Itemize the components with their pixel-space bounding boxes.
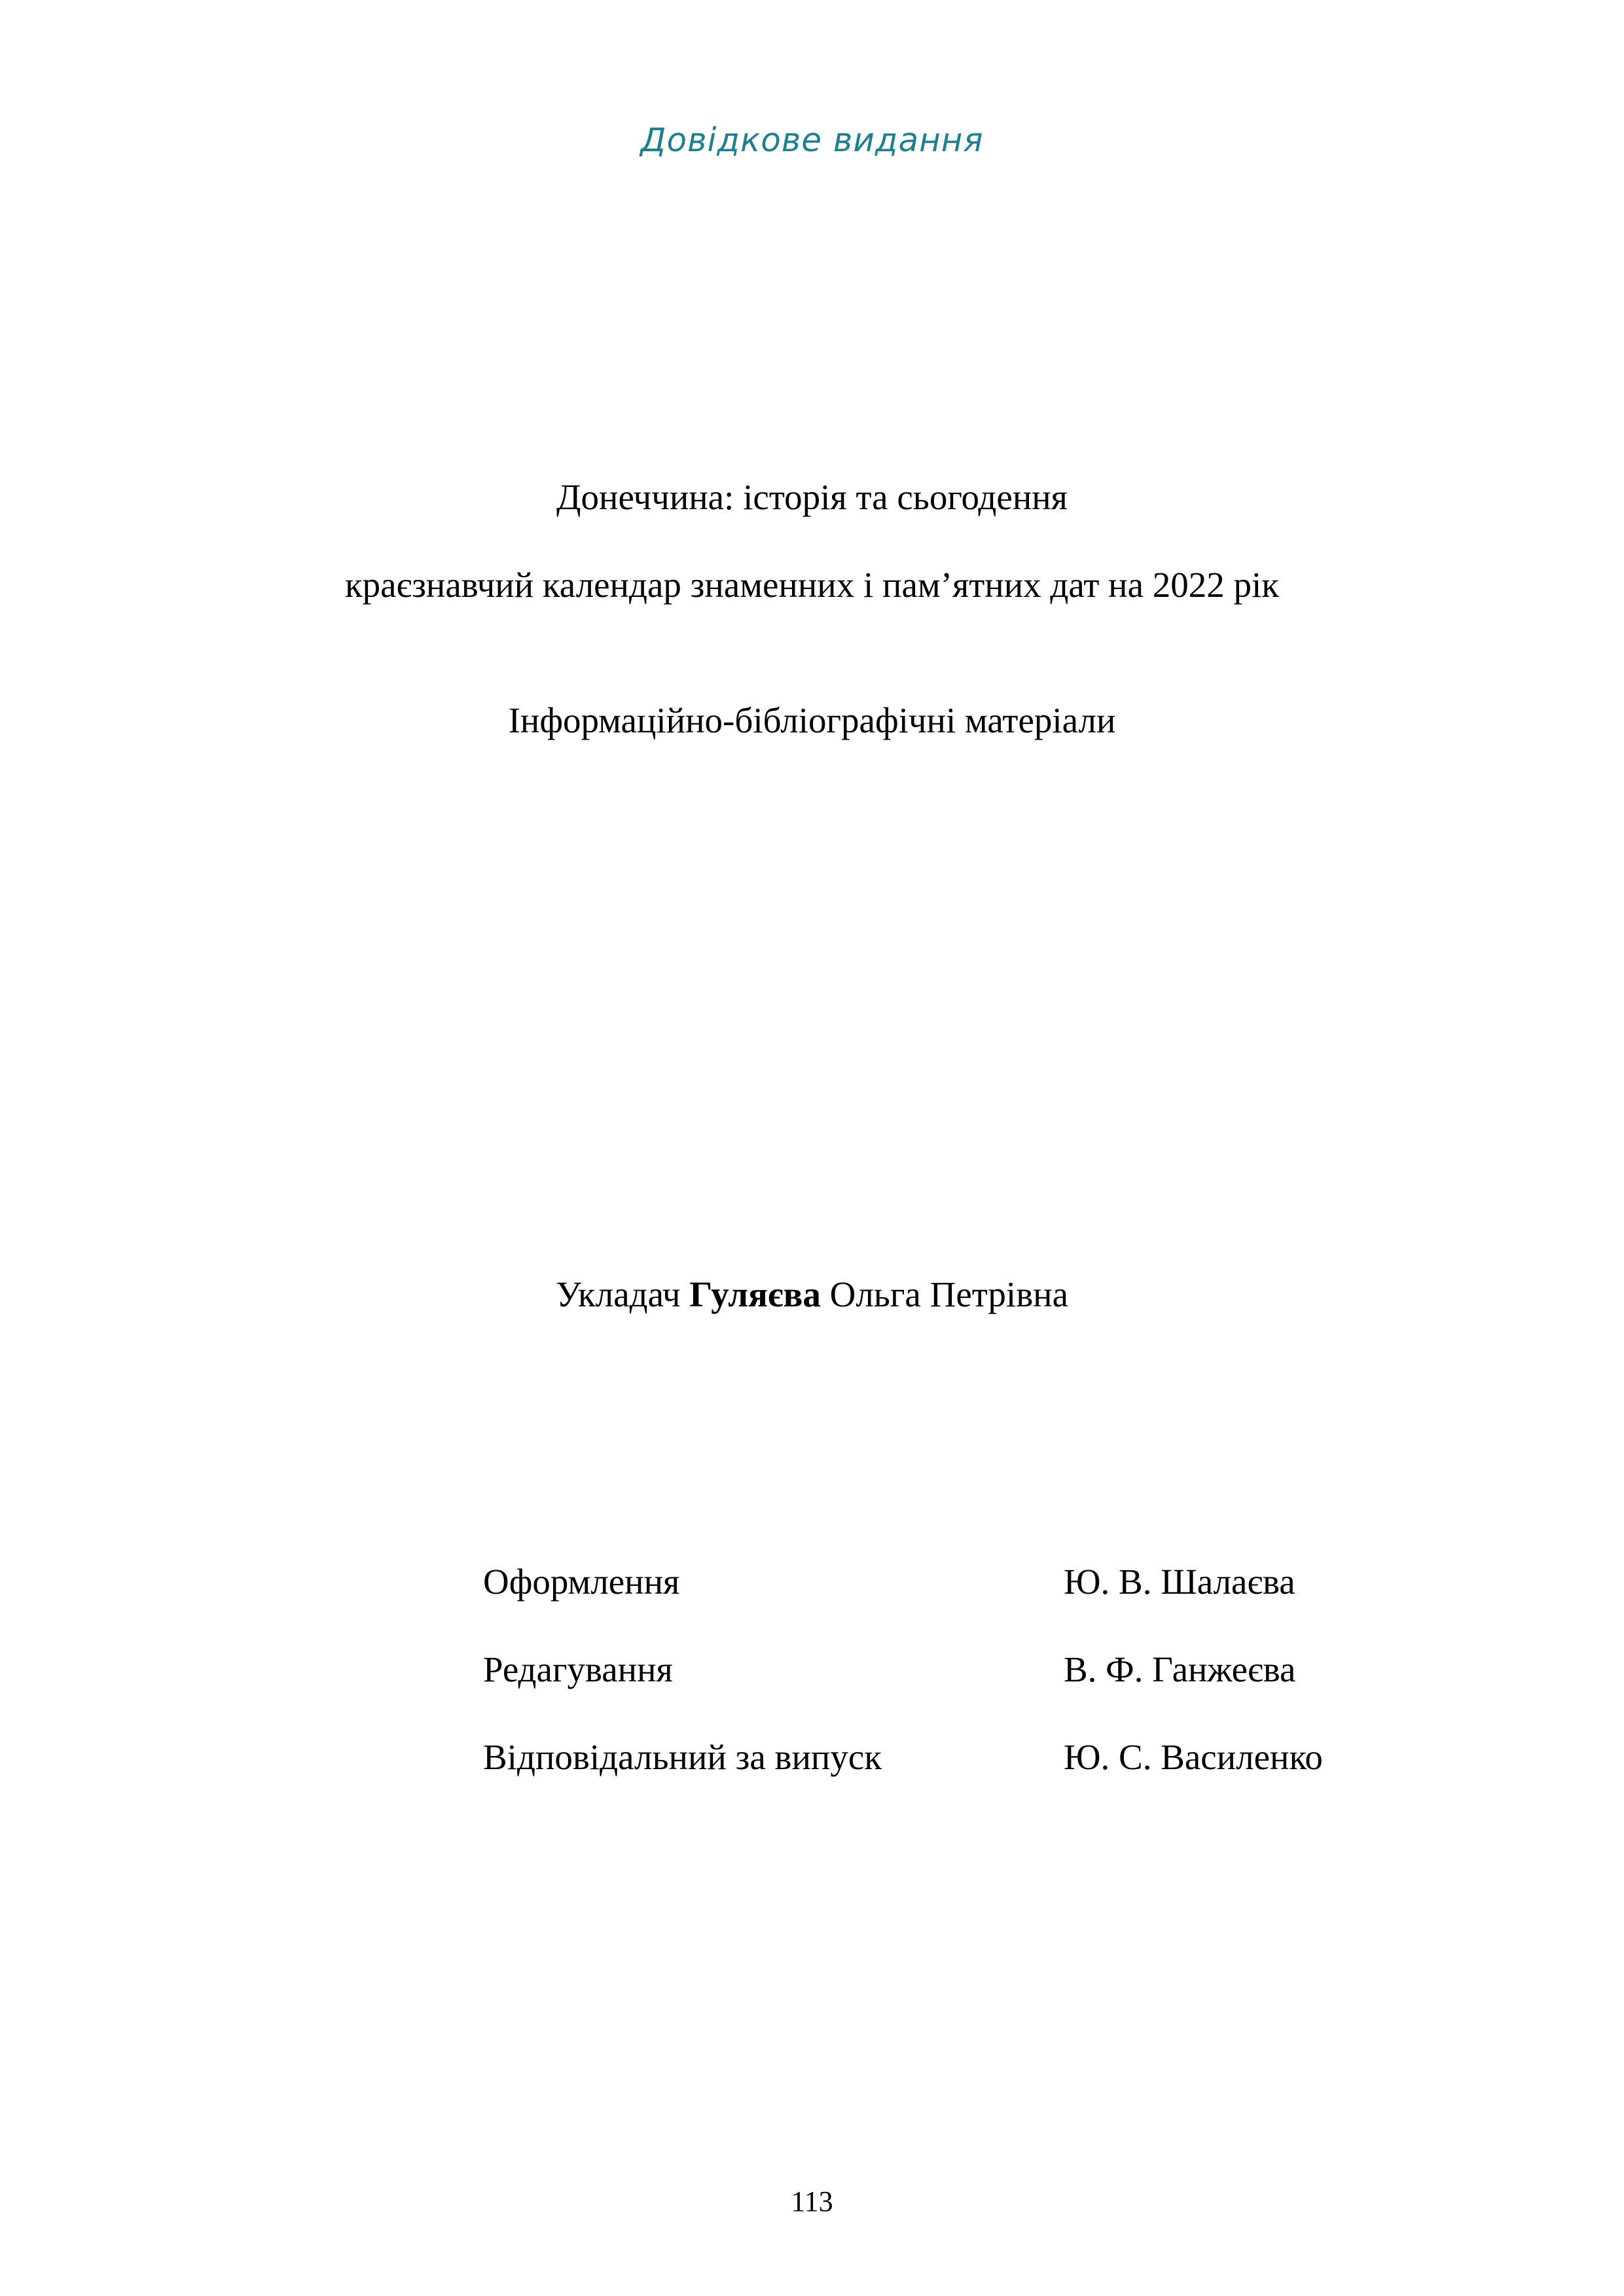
compiler-given-names: Ольга Петрівна <box>829 1274 1069 1314</box>
page-number: 113 <box>791 2185 833 2217</box>
document-title: Донеччина: історія та сьогодення <box>556 477 1068 517</box>
credit-row-design <box>0 1564 1624 1609</box>
compiler-surname: Гуляєва <box>689 1274 821 1314</box>
credit-person: Ю. В. Шалаєва <box>1064 1562 1295 1602</box>
document-subtitle: краєзнавчий календар знаменних і пам’ятних дат на 2022 рік <box>344 565 1280 605</box>
credit-role: Відповідальний за випуск <box>483 1737 882 1777</box>
credit-row-responsible <box>0 1739 1624 1785</box>
credit-role: Оформлення <box>483 1562 680 1602</box>
credit-role: Редагування <box>483 1649 673 1689</box>
compiler-label: Укладач <box>555 1274 681 1314</box>
publication-type-heading: Довідкове видання <box>640 121 984 159</box>
credit-person: Ю. С. Василенко <box>1064 1737 1323 1777</box>
compiler-line <box>0 1276 1624 1312</box>
credit-row-editing <box>0 1651 1624 1697</box>
credit-person: В. Ф. Ганжеєва <box>1064 1649 1296 1689</box>
document-description: Інформаційно-бібліографічні матеріали <box>508 700 1116 740</box>
